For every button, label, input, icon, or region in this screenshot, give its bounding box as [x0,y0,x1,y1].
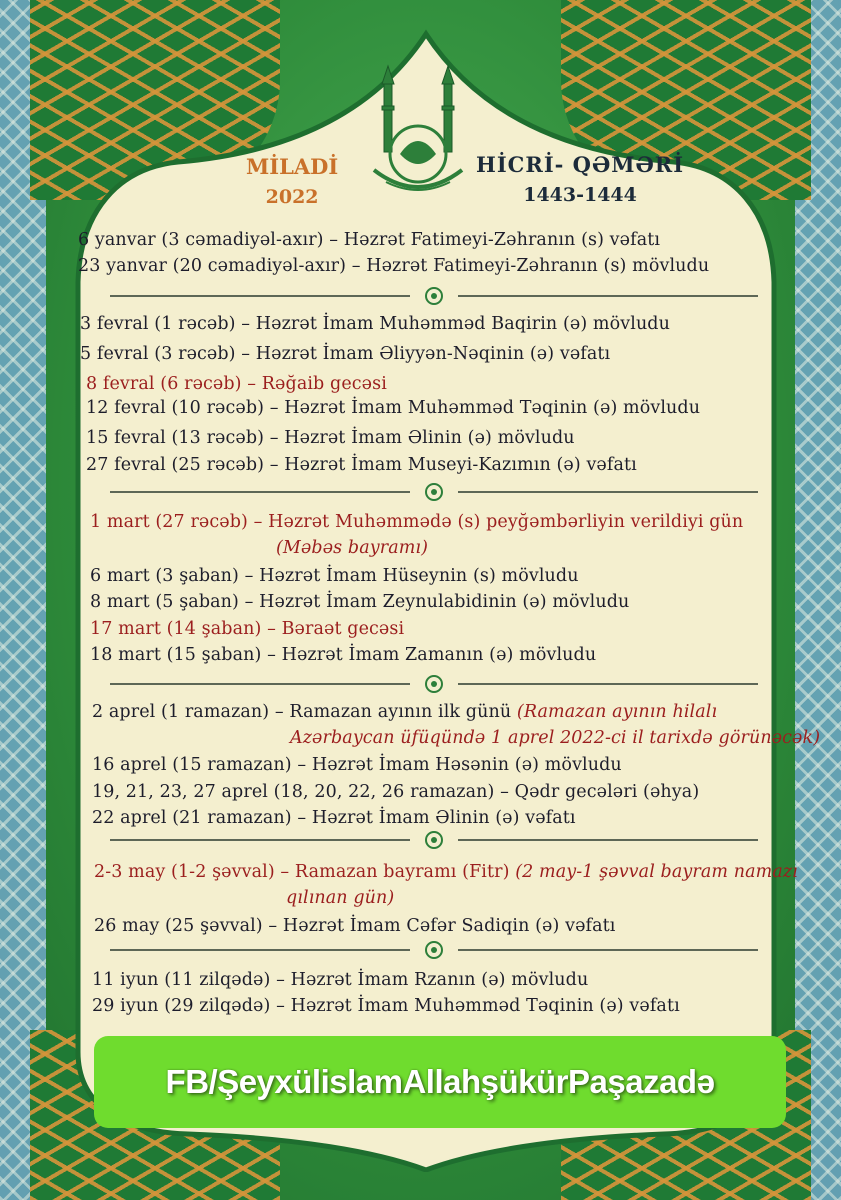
list-item: 29 iyun (29 zilqədə) – Həzrət İmam Muhəmməd Təqinin (ə) vəfatı [92,996,680,1016]
list-item-note: (Məbəs bayramı) [276,538,429,558]
ornament-divider [110,940,758,960]
facebook-watermark-banner [94,1036,786,1128]
list-item-main: 2 aprel (1 ramazan) – Ramazan ayının ilk günü [92,702,512,722]
ornament-divider [110,674,758,694]
list-item-note: Azərbaycan üfüqündə 1 aprel 2022-ci il tarixdə görünəcək) [290,728,821,748]
list-item-main: 2-3 may (1-2 şəvval) – Ramazan bayramı (Fitr) [94,862,510,882]
ornament-divider [110,286,758,306]
hijri-header [476,150,684,210]
list-item-note: qılınan gün) [286,888,395,908]
list-item: 17 mart (14 şaban) – Bəraət gecəsi [90,619,405,639]
list-item: 19, 21, 23, 27 aprel (18, 20, 22, 26 ramazan) – Qədr gecələri (əhya) [92,782,700,802]
ornament-divider [110,830,758,850]
gregorian-year: 2022 [265,186,319,208]
list-item: 6 yanvar (3 cəmadiyəl-axır) – Həzrət Fatimeyi-Zəhranın (s) vəfatı [78,230,661,250]
list-item: 11 iyun (11 zilqədə) – Həzrət İmam Rzanın (ə) mövludu [92,970,589,990]
hijri-title: HİCRİ- QƏMƏRİ [476,152,685,177]
list-item [92,702,717,722]
list-item [94,862,798,882]
calendar-panel [48,12,821,1172]
list-item: 12 fevral (10 rəcəb) – Həzrət İmam Muhəmməd Təqinin (ə) mövludu [86,398,701,418]
list-item: 8 mart (5 şaban) – Həzrət İmam Zeynulabidinin (ə) mövludu [90,592,630,612]
list-item: 6 mart (3 şaban) – Həzrət İmam Hüseynin (s) mövludu [90,566,579,586]
facebook-watermark-text: FB/ŞeyxülislamAllahşükürPaşazadə [165,1063,715,1100]
list-item-note: (Ramazan ayının hilalı [516,702,718,722]
list-item: 8 fevral (6 rəcəb) – Rəğaib gecəsi [86,374,387,394]
list-item: 27 fevral (25 rəcəb) – Həzrət İmam Museyi-Kazımın (ə) vəfatı [86,455,637,475]
list-item: 16 aprel (15 ramazan) – Həzrət İmam Həsənin (ə) mövludu [92,755,622,775]
list-item: 26 may (25 şəvval) – Həzrət İmam Cəfər Sadiqin (ə) vəfatı [94,916,616,936]
gregorian-header [246,152,338,212]
list-item: 23 yanvar (20 cəmadiyəl-axır) – Həzrət Fatimeyi-Zəhranın (s) mövludu [78,256,710,276]
list-item: 5 fevral (3 rəcəb) – Həzrət İmam Əliyyən-Nəqinin (ə) vəfatı [80,344,611,364]
ornament-divider [110,482,758,502]
list-item: 15 fevral (13 rəcəb) – Həzrət İmam Əlinin (ə) mövludu [86,428,575,448]
list-item: 3 fevral (1 rəcəb) – Həzrət İmam Muhəmməd Baqirin (ə) mövludu [80,314,670,334]
list-item-note: (2 may-1 şəvval bayram namazı [515,862,798,882]
gregorian-title: MİLADİ [246,154,339,179]
list-item: 18 mart (15 şaban) – Həzrət İmam Zamanın (ə) mövludu [90,645,597,665]
mosque-minarets-logo-icon [366,62,470,202]
list-item: 1 mart (27 rəcəb) – Həzrət Muhəmmədə (s) peyğəmbərliyin verildiyi gün [90,512,744,532]
list-item: 22 aprel (21 ramazan) – Həzrət İmam Əlinin (ə) vəfatı [92,808,576,828]
hijri-years: 1443-1444 [523,184,637,206]
